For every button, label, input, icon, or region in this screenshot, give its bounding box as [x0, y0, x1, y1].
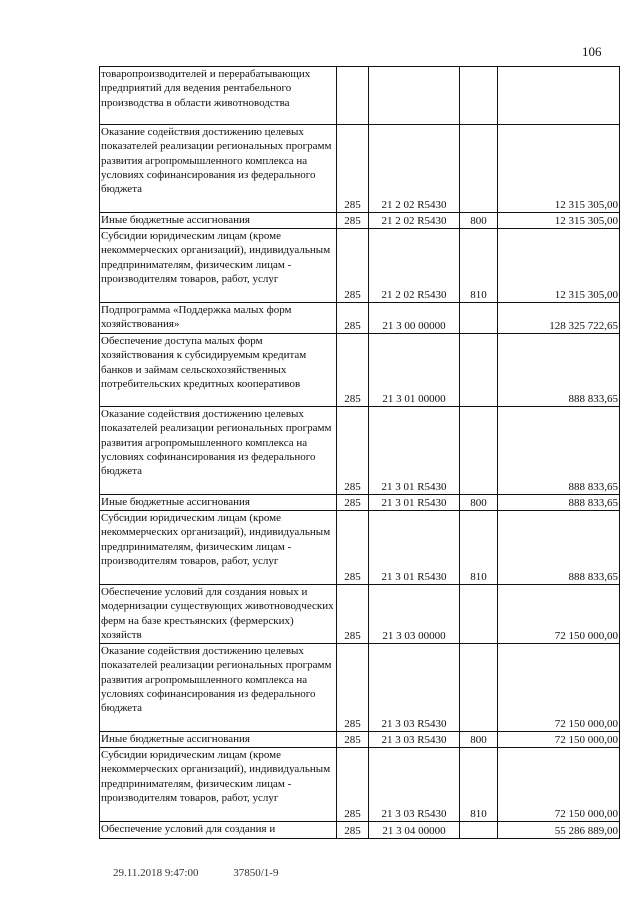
row-target-article: 21 3 01 00000 [369, 334, 460, 407]
row-name: Иные бюджетные ассигнования [100, 732, 337, 748]
row-amount: 72 150 000,00 [498, 644, 620, 732]
table-row [100, 495, 620, 511]
row-code: 285 [337, 585, 369, 644]
row-target-article: 21 3 03 00000 [369, 585, 460, 644]
row-target-article: 21 3 03 R5430 [369, 644, 460, 732]
table-row [100, 585, 620, 644]
row-code: 285 [337, 822, 369, 839]
row-name: Обеспечение условий для создания новых и модернизации существующих животноводческих ферм на базе крестьянских (фермерских) хозяйств [100, 585, 337, 644]
row-amount: 128 325 722,65 [498, 303, 620, 334]
budget-table [99, 66, 620, 839]
row-target-article [369, 67, 460, 125]
row-name: товаропроизводителей и перерабатывающих предприятий для ведения рентабельного производства в области животноводства [100, 67, 337, 125]
row-expense-type [460, 334, 498, 407]
row-target-article: 21 2 02 R5430 [369, 229, 460, 303]
table-row [100, 407, 620, 495]
table-row [100, 67, 620, 125]
row-code: 285 [337, 125, 369, 213]
row-expense-type [460, 822, 498, 839]
row-amount: 55 286 889,00 [498, 822, 620, 839]
row-expense-type [460, 303, 498, 334]
row-target-article: 21 3 03 R5430 [369, 748, 460, 822]
row-expense-type: 800 [460, 213, 498, 229]
page-footer [113, 867, 278, 879]
row-amount: 12 315 305,00 [498, 213, 620, 229]
row-name: Субсидии юридическим лицам (кроме некоммерческих организаций), индивидуальным предпринимателям, физическим лицам - производителям товаров, работ, услуг [100, 511, 337, 585]
row-target-article: 21 3 04 00000 [369, 822, 460, 839]
page-number: 106 [582, 44, 602, 59]
row-name: Подпрограмма «Поддержка малых форм хозяйствования» [100, 303, 337, 334]
row-target-article: 21 2 02 R5430 [369, 125, 460, 213]
table-row [100, 748, 620, 822]
table-row [100, 511, 620, 585]
row-amount: 888 833,65 [498, 407, 620, 495]
row-target-article: 21 3 01 R5430 [369, 407, 460, 495]
row-name: Иные бюджетные ассигнования [100, 213, 337, 229]
row-expense-type: 810 [460, 229, 498, 303]
row-expense-type [460, 585, 498, 644]
row-name: Обеспечение доступа малых форм хозяйствования к субсидируемым кредитам банков и займам сельскохозяйственных потребительских кредитных кооперативов [100, 334, 337, 407]
budget-table-body [100, 67, 620, 839]
row-target-article: 21 3 01 R5430 [369, 495, 460, 511]
row-name: Субсидии юридическим лицам (кроме некоммерческих организаций), индивидуальным предпринимателям, физическим лицам - производителям товаров, работ, услуг [100, 748, 337, 822]
row-code: 285 [337, 644, 369, 732]
footer-datetime: 29.11.2018 9:47:00 [113, 867, 199, 879]
row-code: 285 [337, 303, 369, 334]
table-row [100, 732, 620, 748]
footer-document-id: 37850/1-9 [233, 867, 279, 879]
row-code: 285 [337, 334, 369, 407]
row-expense-type [460, 67, 498, 125]
row-code: 285 [337, 511, 369, 585]
table-row [100, 213, 620, 229]
row-target-article: 21 3 03 R5430 [369, 732, 460, 748]
row-code [337, 67, 369, 125]
row-target-article: 21 3 00 00000 [369, 303, 460, 334]
row-expense-type: 800 [460, 732, 498, 748]
row-code: 285 [337, 732, 369, 748]
row-amount: 72 150 000,00 [498, 585, 620, 644]
row-expense-type [460, 644, 498, 732]
row-target-article: 21 2 02 R5430 [369, 213, 460, 229]
row-amount: 888 833,65 [498, 495, 620, 511]
row-expense-type: 800 [460, 495, 498, 511]
row-name: Иные бюджетные ассигнования [100, 495, 337, 511]
row-name: Обеспечение условий для создания и [100, 822, 337, 839]
table-row [100, 334, 620, 407]
row-expense-type [460, 125, 498, 213]
row-expense-type: 810 [460, 511, 498, 585]
table-row [100, 125, 620, 213]
row-amount: 888 833,65 [498, 511, 620, 585]
row-code: 285 [337, 495, 369, 511]
row-name: Оказание содействия достижению целевых показателей реализации региональных программ развития агропромышленного комплекса на условиях софинансирования из федерального бюджета [100, 125, 337, 213]
row-amount: 12 315 305,00 [498, 125, 620, 213]
table-row [100, 303, 620, 334]
row-target-article: 21 3 01 R5430 [369, 511, 460, 585]
table-row [100, 229, 620, 303]
row-amount: 72 150 000,00 [498, 748, 620, 822]
row-amount [498, 67, 620, 125]
row-code: 285 [337, 407, 369, 495]
row-amount: 72 150 000,00 [498, 732, 620, 748]
table-row [100, 822, 620, 839]
row-name: Оказание содействия достижению целевых показателей реализации региональных программ развития агропромышленного комплекса на условиях софинансирования из федерального бюджета [100, 644, 337, 732]
row-amount: 12 315 305,00 [498, 229, 620, 303]
row-expense-type [460, 407, 498, 495]
row-name: Субсидии юридическим лицам (кроме некоммерческих организаций), индивидуальным предпринимателям, физическим лицам - производителям товаров, работ, услуг [100, 229, 337, 303]
row-code: 285 [337, 748, 369, 822]
row-code: 285 [337, 229, 369, 303]
row-amount: 888 833,65 [498, 334, 620, 407]
row-name: Оказание содействия достижению целевых показателей реализации региональных программ развития агропромышленного комплекса на условиях софинансирования из федерального бюджета [100, 407, 337, 495]
row-expense-type: 810 [460, 748, 498, 822]
table-row [100, 644, 620, 732]
row-code: 285 [337, 213, 369, 229]
